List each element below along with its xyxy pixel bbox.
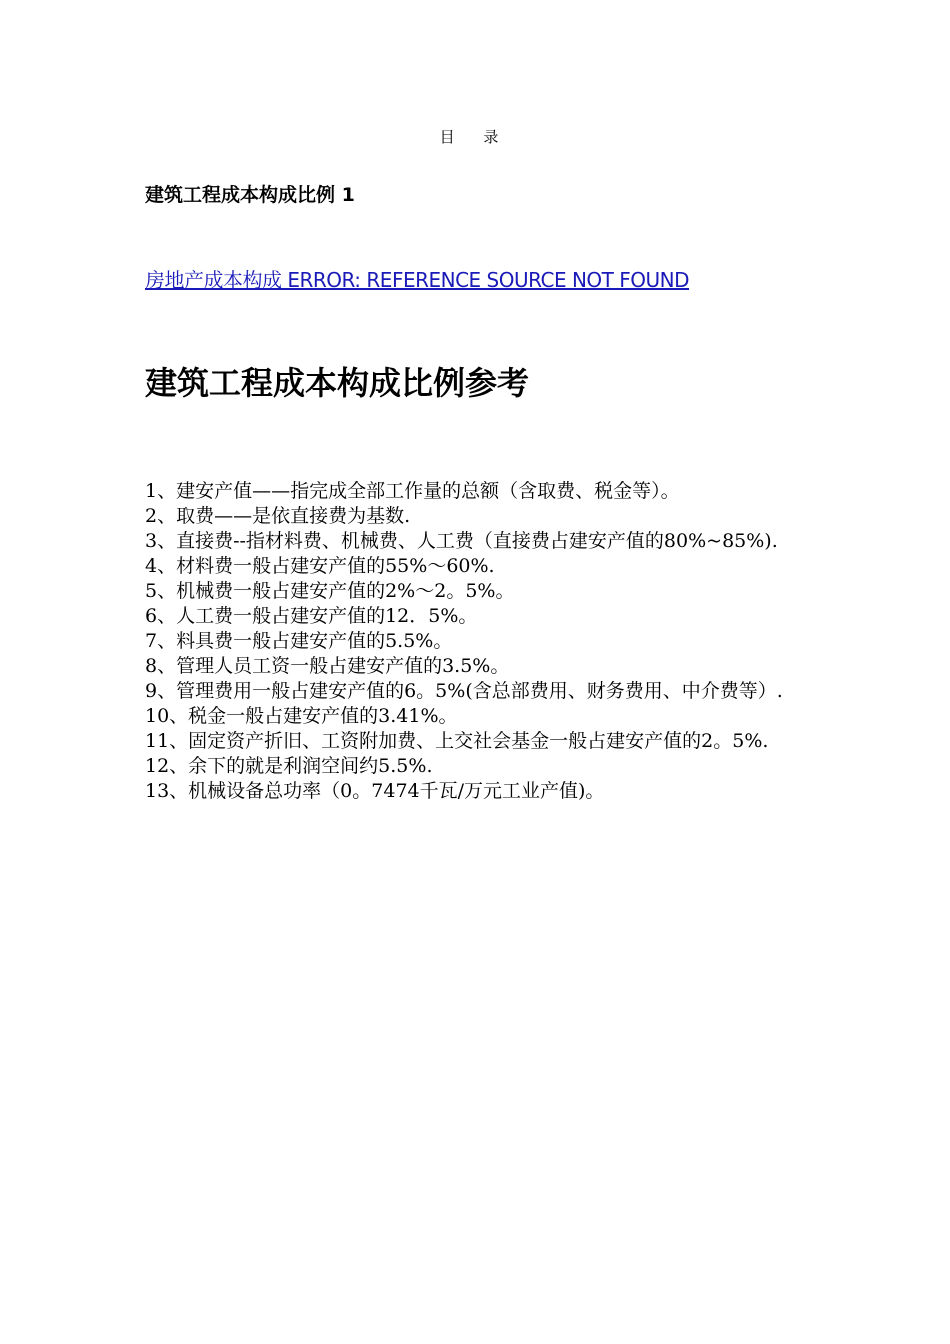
list-item: 1、建安产值——指完成全部工作量的总额（含取费、税金等）。 (145, 480, 680, 502)
list-item: 8、管理人员工资一般占建安产值的3.5%。 (145, 655, 510, 677)
page-title: 建筑工程成本构成比例参考 (145, 364, 530, 402)
list-item: 9、管理费用一般占建安产值的6。5%(含总部费用、财务费用、中介费等）. (145, 680, 783, 702)
list-item: 13、机械设备总功率（0。7474千瓦/万元工业产值)。 (145, 780, 605, 802)
toc-entry-real-estate-link[interactable]: 房地产成本构成 ERROR: REFERENCE SOURCE NOT FOUND (145, 268, 689, 292)
list-item: 4、材料费一般占建安产值的55%～60%. (145, 555, 495, 577)
cost-items-list (145, 479, 807, 804)
list-item: 10、税金一般占建安产值的3.41%。 (145, 705, 458, 727)
list-item: 12、余下的就是利润空间约5.5%. (145, 755, 433, 777)
toc-heading: 目 录 (439, 128, 511, 146)
list-item: 2、取费——是依直接费为基数. (145, 505, 411, 527)
list-item: 5、机械费一般占建安产值的2%～2。5%。 (145, 580, 515, 602)
list-item: 11、固定资产折旧、工资附加费、上交社会基金一般占建安产值的2。5%. (145, 730, 769, 752)
list-item: 3、直接费--指材料费、机械费、人工费（直接费占建安产值的80%~85%). (145, 530, 778, 552)
toc-entry-construction-cost[interactable]: 建筑工程成本构成比例 1 (145, 184, 355, 206)
list-item: 7、料具费一般占建安产值的5.5%。 (145, 630, 453, 652)
list-item: 6、人工费一般占建安产值的12．5%。 (145, 605, 478, 627)
